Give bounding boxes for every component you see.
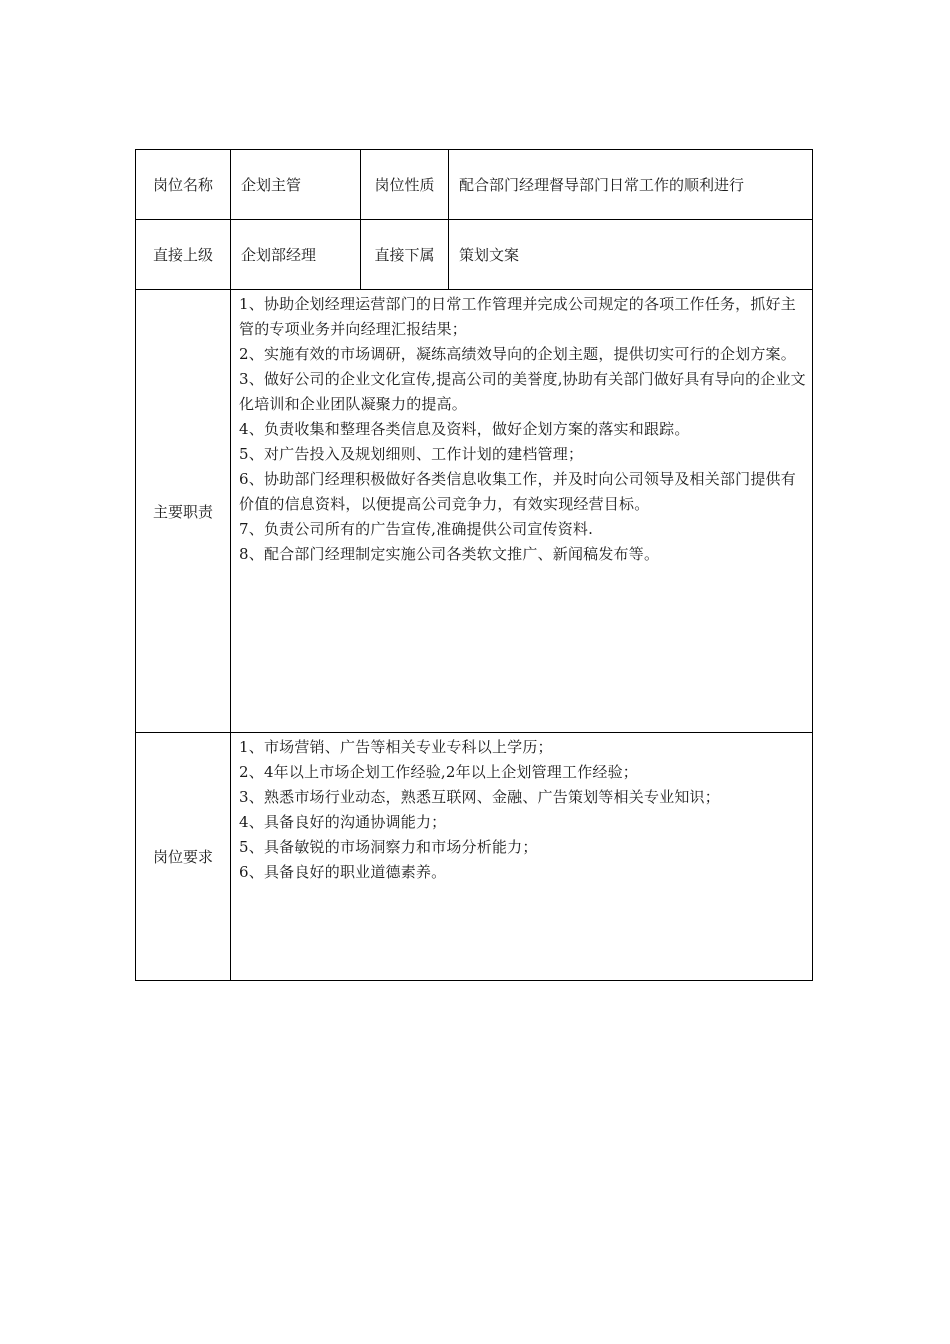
label-direct-subordinate: 直接下属	[361, 220, 449, 290]
label-position-nature: 岗位性质	[361, 150, 449, 220]
duty-item: 7、负责公司所有的广告宣传,准确提供公司宣传资料.	[239, 520, 594, 538]
duty-item: 3、做好公司的企业文化宣传,提高公司的美誉度,协助有关部门做好具有导向的企业文化培训和企业团队凝聚力的提高。	[239, 370, 806, 413]
value-direct-subordinate: 策划文案	[449, 220, 813, 290]
duty-item: 1、协助企划经理运营部门的日常工作管理并完成公司规定的各项工作任务，抓好主管的专项业务并向经理汇报结果；	[239, 295, 796, 338]
duty-item: 6、协助部门经理积极做好各类信息收集工作，并及时向公司领导及相关部门提供有价值的信息资料，以便提高公司竞争力，有效实现经营目标。	[239, 470, 796, 513]
requirements-list	[239, 735, 806, 885]
value-direct-superior: 企划部经理	[231, 220, 361, 290]
value-position-name: 企划主管	[231, 150, 361, 220]
label-direct-superior: 直接上级	[136, 220, 231, 290]
job-description-table	[135, 149, 813, 981]
duty-item: 5、对广告投入及规划细则、工作计划的建档管理；	[239, 445, 584, 463]
requirement-item: 6、具备良好的职业道德素养。	[239, 863, 447, 881]
row-main-duties	[136, 290, 813, 733]
requirement-item: 3、熟悉市场行业动态，熟悉互联网、金融、广告策划等相关专业知识；	[239, 788, 720, 806]
requirements-list-cell	[231, 733, 813, 981]
duty-item: 2、实施有效的市场调研，凝练高绩效导向的企划主题，提供切实可行的企划方案。	[239, 345, 796, 363]
duties-list-cell	[231, 290, 813, 733]
duty-item: 8、配合部门经理制定实施公司各类软文推广、新闻稿发布等。	[239, 545, 660, 563]
value-position-nature: 配合部门经理督导部门日常工作的顺利进行	[449, 150, 813, 220]
row-requirements	[136, 733, 813, 981]
row-position-info	[136, 150, 813, 220]
requirement-item: 2、4年以上市场企划工作经验,2年以上企划管理工作经验；	[239, 763, 639, 781]
duties-list	[239, 292, 806, 567]
requirement-item: 5、具备敏锐的市场洞察力和市场分析能力；	[239, 838, 538, 856]
requirement-item: 1、市场营销、广告等相关专业专科以上学历；	[239, 738, 553, 756]
label-requirements: 岗位要求	[136, 733, 231, 981]
row-reporting-info	[136, 220, 813, 290]
duty-item: 4、负责收集和整理各类信息及资料，做好企划方案的落实和跟踪。	[239, 420, 690, 438]
requirement-item: 4、具备良好的沟通协调能力；	[239, 813, 447, 831]
label-main-duties: 主要职责	[136, 290, 231, 733]
label-position-name: 岗位名称	[136, 150, 231, 220]
